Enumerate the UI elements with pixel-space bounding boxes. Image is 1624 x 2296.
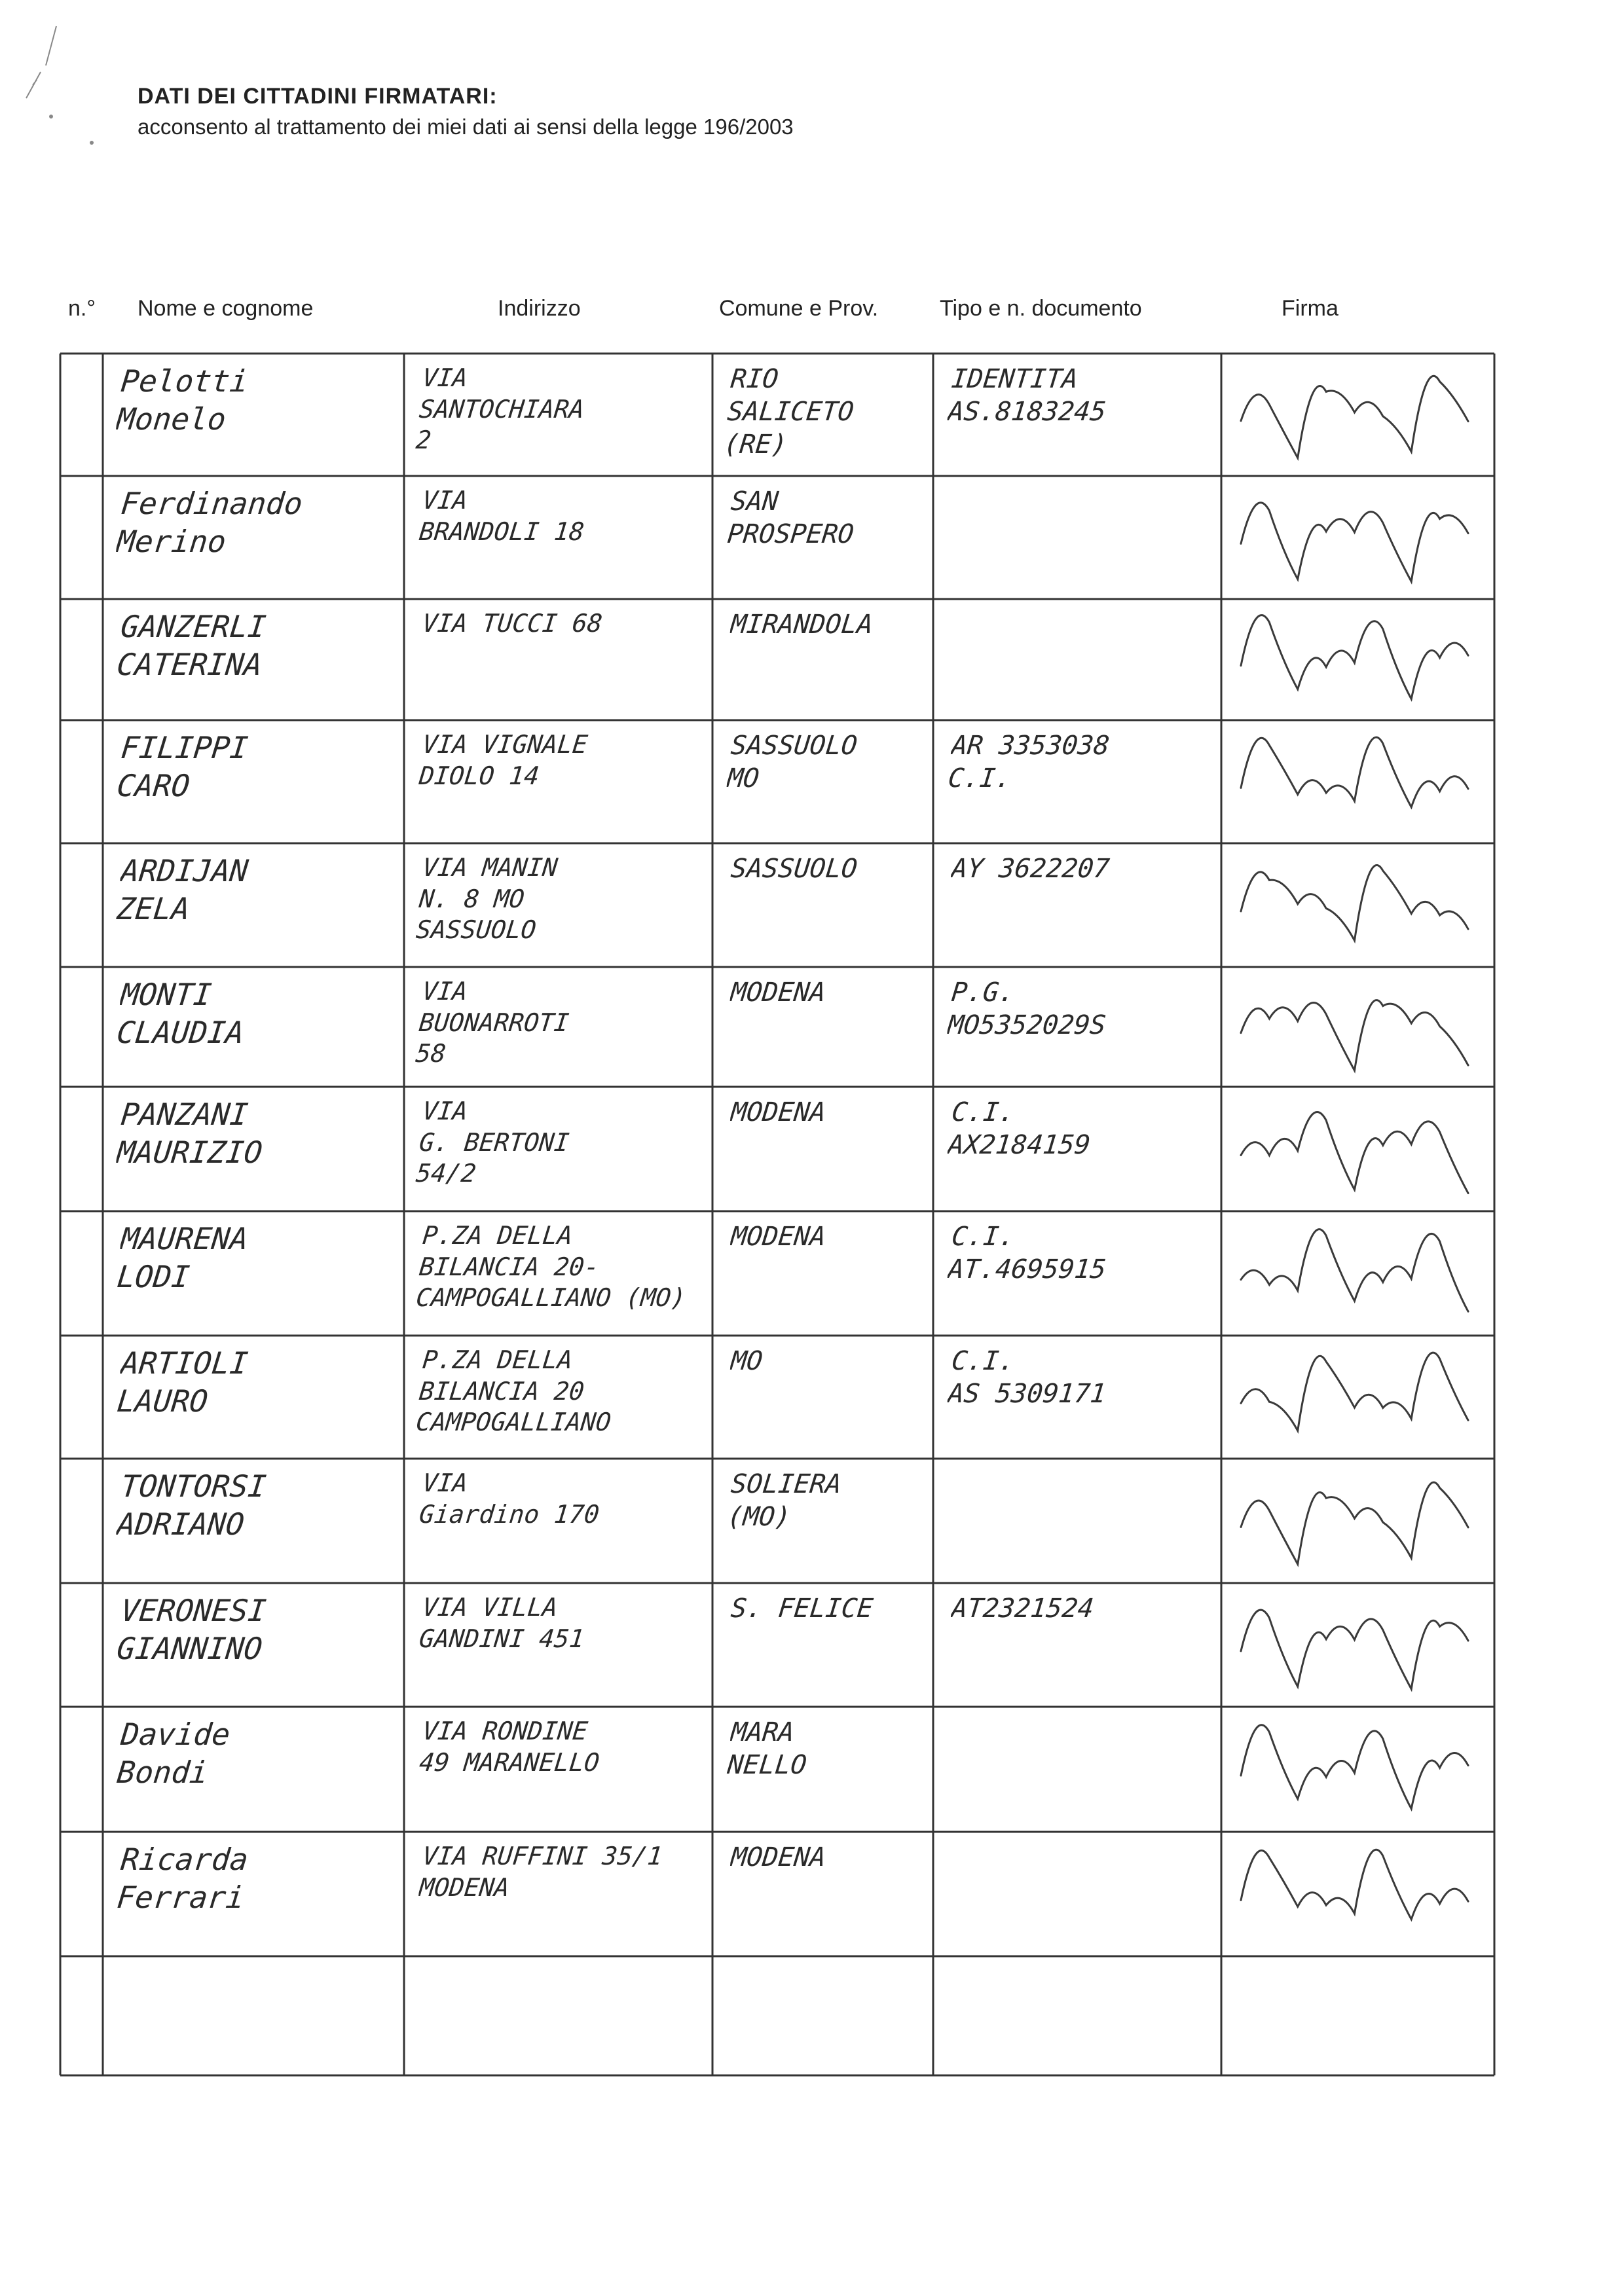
signature-mark [1241,865,1468,940]
cell-name: ARTIOLI LAURO [115,1345,250,1419]
form-subtitle: acconsento al trattamento dei miei dati ai sensi della legge 196/2003 [138,115,794,139]
cell-comune: MODENA [729,1222,828,1252]
cell-name: Davide Bondi [115,1717,232,1790]
cell-comune: SASSUOLO [729,854,859,884]
scan-dot [49,115,53,118]
signature-mark [1241,1000,1468,1071]
cell-address: P.ZA DELLA BILANCIA 20- CAMPOGALLIANO (MO) [415,1221,688,1312]
cell-address: VIA VIGNALE DIOLO 14 [418,730,589,790]
cell-name: PANZANI MAURIZIO [115,1097,265,1170]
cell-comune: MODENA [729,977,827,1008]
signature-mark [1241,615,1468,699]
cell-document: P.G. MO5352029S [946,977,1107,1040]
column-header-comune: Comune e Prov. [719,296,879,321]
cell-comune: MO [729,1346,764,1376]
column-header-name: Nome e cognome [138,296,314,321]
cell-address: VIA RUFFINI 35/1 MODENA [418,1842,664,1902]
scan-dot [90,141,94,145]
signature-mark [1241,1610,1468,1689]
cell-name: VERONESI GIANNINO [115,1593,268,1666]
signature-mark [1241,1850,1468,1919]
cell-comune: MARA NELLO [726,1717,808,1780]
cell-comune [721,1965,931,2071]
signature-mark [1241,1112,1468,1194]
cell-comune: MODENA [729,1097,828,1127]
cell-document: C.I. AS 5309171 [946,1346,1108,1409]
cell-address: VIA RONDINE 49 MARANELLO [418,1717,601,1777]
cell-address: VIA VILLA GANDINI 451 [418,1593,586,1653]
cell-name: Pelotti Monelo [115,363,250,437]
cell-name [111,1965,401,2071]
cell-document [942,1841,1219,1952]
cell-address: P.ZA DELLA BILANCIA 20 CAMPOGALLIANO [415,1345,613,1436]
cell-document: AY 3622207 [950,854,1111,884]
column-header-signature: Firma [1282,296,1338,321]
cell-comune: SOLIERA (MO) [726,1469,843,1532]
signature-mark [1241,737,1468,807]
signature-mark [1241,376,1468,458]
cell-document [942,485,1219,595]
cell-document: AT2321524 [950,1594,1096,1624]
cell-document [942,1716,1219,1828]
cell-address: VIA Giardino 170 [418,1468,601,1529]
cell-name: MONTI CLAUDIA [115,977,246,1050]
cell-comune: RIO SALICETO (RE) [722,364,855,460]
cell-document: AR 3353038 C.I. [946,731,1111,793]
signature-mark [1241,1353,1468,1430]
cell-document: C.I. AT.4695915 [946,1222,1108,1285]
cell-document [942,1468,1219,1579]
cell-comune: SASSUOLO MO [726,731,859,793]
cell-document [942,1965,1219,2071]
cell-comune: MIRANDOLA [729,610,875,640]
signature-mark [1241,503,1468,582]
cell-name: ARDIJAN ZELA [115,853,250,926]
cell-name: Ricarda Ferrari [115,1842,250,1915]
cell-address [413,1965,710,2071]
cell-name: TONTORSI ADRIANO [115,1468,268,1542]
cell-comune: S. FELICE [729,1594,875,1624]
cell-document: IDENTITA AS.8183245 [946,364,1108,427]
cell-name: GANZERLI CATERINA [115,609,268,682]
cell-name: MAURENA LODI [115,1221,250,1294]
scan-mark-top-left [26,26,56,98]
cell-comune: MODENA [729,1842,828,1872]
signature-mark [1241,1482,1468,1564]
cell-document: C.I. AX2184159 [946,1097,1092,1160]
column-header-document: Tipo e n. documento [940,296,1142,321]
cell-address: VIA BUONARROTI 58 [414,977,571,1068]
cell-name: FILIPPI CARO [115,730,250,803]
cell-address: VIA BRANDOLI 18 [418,486,586,546]
cell-document [942,608,1219,716]
cell-name: Ferdinando Merino [115,486,304,559]
cell-address: VIA SANTOCHIARA 2 [415,363,586,454]
cell-comune: SAN PROSPERO [726,486,856,549]
form-title: DATI DEI CITTADINI FIRMATARI: [138,84,498,109]
cell-address: VIA G. BERTONI 54/2 [415,1097,571,1188]
signature-mark [1241,1725,1468,1809]
column-header-number: n.° [68,296,96,321]
column-header-address: Indirizzo [498,296,581,321]
cell-address: VIA TUCCI 68 [420,609,604,638]
signature-mark [1241,1230,1468,1312]
cell-address: VIA MANIN N. 8 MO SASSUOLO [415,853,559,944]
